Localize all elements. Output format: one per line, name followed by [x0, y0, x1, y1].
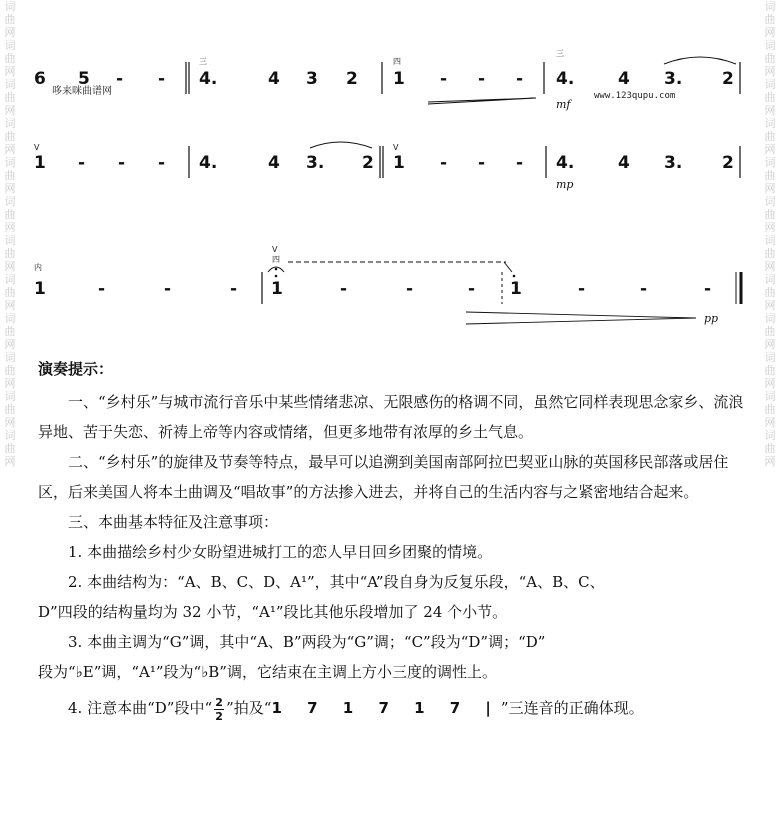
time-signature-bottom: 2: [215, 709, 223, 723]
notes-item-1: 1. 本曲描绘乡村少女盼望进城打工的恋人早日回乡团聚的情境。: [68, 543, 493, 561]
note: -: [98, 279, 106, 299]
note: -: [468, 279, 476, 299]
score-row-2: [34, 142, 740, 191]
fermata-dot: [275, 268, 278, 271]
notes-item-4-middle: ”拍及“: [226, 699, 272, 717]
side-watermark-right: 词曲网词曲网词曲网词曲网词曲网词曲网词曲网词曲网词曲网词曲网词曲网词曲网: [764, 0, 776, 468]
note: 4.: [199, 153, 218, 173]
score-row-1: [34, 49, 740, 111]
note: 2: [722, 69, 734, 89]
notes-item-3-line-1: 3. 本曲主调为“G”调，其中“A、B”两段为“G”调；“C”段为“D”调；“D”: [68, 633, 546, 651]
notes-paragraph-1: 一、“乡村乐”与城市流行音乐中某些情绪悲凉、无限感伤的格调不同，虽然它同样表现思念家乡、流浪异地、苦于失恋、祈祷上帝等内容或情绪，但更多地带有浓厚的乡土气息。: [38, 393, 744, 441]
string-mark: 四: [393, 57, 401, 66]
note: 1: [34, 153, 46, 173]
note: 3.: [664, 69, 683, 89]
note: -: [578, 279, 586, 299]
note: 1: [271, 279, 283, 299]
note: 6: [34, 69, 46, 89]
note: -: [230, 279, 238, 299]
bow-mark: V: [393, 143, 399, 152]
note: -: [440, 153, 448, 173]
notes-item-2-line-1: 2. 本曲结构为：“A、B、C、D、A¹”，其中“A”段自身为反复乐段，“A、B、C、: [68, 573, 605, 591]
string-mark: 三: [199, 57, 207, 66]
note: -: [118, 153, 126, 173]
note: 2: [722, 153, 734, 173]
notes-paragraph-3: 三、本曲基本特征及注意事项：: [68, 513, 279, 531]
notes-item-4: [38, 693, 750, 723]
note: 4.: [199, 69, 218, 89]
note: 4: [268, 69, 280, 89]
dynamic-mark: mf: [556, 98, 571, 111]
note: 5: [78, 69, 90, 89]
note: 1: [393, 153, 405, 173]
bow-mark: V: [34, 143, 40, 152]
note: 4: [618, 153, 630, 173]
note: 2: [362, 153, 374, 173]
score-watermark-name: 哆来咪曲谱网: [52, 86, 112, 97]
note: -: [704, 279, 712, 299]
note: 1: [510, 279, 522, 299]
note: 4.: [556, 69, 575, 89]
note: -: [478, 153, 486, 173]
string-mark: 内: [34, 263, 42, 272]
note: -: [440, 69, 448, 89]
high-octave-dot: [275, 275, 278, 278]
site-url: www.123qupu.com: [594, 91, 676, 101]
note: 1: [34, 279, 46, 299]
note: 3.: [306, 153, 325, 173]
slur: [664, 57, 736, 64]
note: -: [478, 69, 486, 89]
note: 4: [618, 69, 630, 89]
bow-mark: V: [272, 245, 278, 254]
time-signature-fraction: [214, 697, 224, 722]
note: -: [158, 69, 166, 89]
string-mark: 三: [556, 49, 564, 58]
hairpin: [428, 98, 536, 104]
notes-heading: 演奏提示：: [38, 360, 114, 378]
notes-paragraph-2: 二、“乡村乐”的旋律及节奏等特点，最早可以追溯到美国南部阿拉巴契亚山脉的英国移民部落或居住区，后来美国人将本土曲调及“唱故事”的方法掺入进去，并将自己的生活内容与之紧密地结合起来。: [38, 453, 729, 501]
note: 4.: [556, 153, 575, 173]
high-octave-dot: [513, 275, 516, 278]
slur: [310, 142, 372, 148]
tie-line: [504, 262, 512, 272]
time-signature-top: 2: [215, 695, 223, 709]
note: -: [516, 69, 524, 89]
score-row-3: [34, 245, 741, 325]
note: -: [78, 153, 86, 173]
note: -: [116, 69, 124, 89]
note: 3: [306, 69, 318, 89]
notes-item-2-line-2: D”四段的结构量均为 32 小节，“A¹”段比其他乐段增加了 24 个小节。: [38, 603, 508, 621]
note: 1: [393, 69, 405, 89]
numbered-score: [0, 0, 780, 340]
string-mark: 四: [272, 255, 280, 264]
side-watermark-left: 词曲网词曲网词曲网词曲网词曲网词曲网词曲网词曲网词曲网词曲网词曲网词曲网: [4, 0, 16, 468]
triplet-notes: 1 7 1 7 1 7 |: [271, 699, 501, 717]
performance-notes: [38, 358, 750, 723]
note: -: [516, 153, 524, 173]
note: -: [158, 153, 166, 173]
dynamic-mark: pp: [704, 312, 719, 325]
hairpin: [466, 312, 696, 324]
note: 3.: [664, 153, 683, 173]
notes-item-3-line-2: 段为“♭E”调，“A¹”段为“♭B”调，它结束在主调上方小三度的调性上。: [38, 663, 497, 681]
note: -: [164, 279, 172, 299]
note: -: [340, 279, 348, 299]
note: -: [640, 279, 648, 299]
note: 2: [346, 69, 358, 89]
notes-item-4-suffix: ”三连音的正确体现。: [500, 699, 644, 717]
score: [0, 0, 780, 340]
note: -: [406, 279, 414, 299]
note: 4: [268, 153, 280, 173]
notes-item-4-prefix: 4. 注意本曲“D”段中“: [68, 699, 213, 717]
dynamic-mark: mp: [556, 178, 574, 191]
